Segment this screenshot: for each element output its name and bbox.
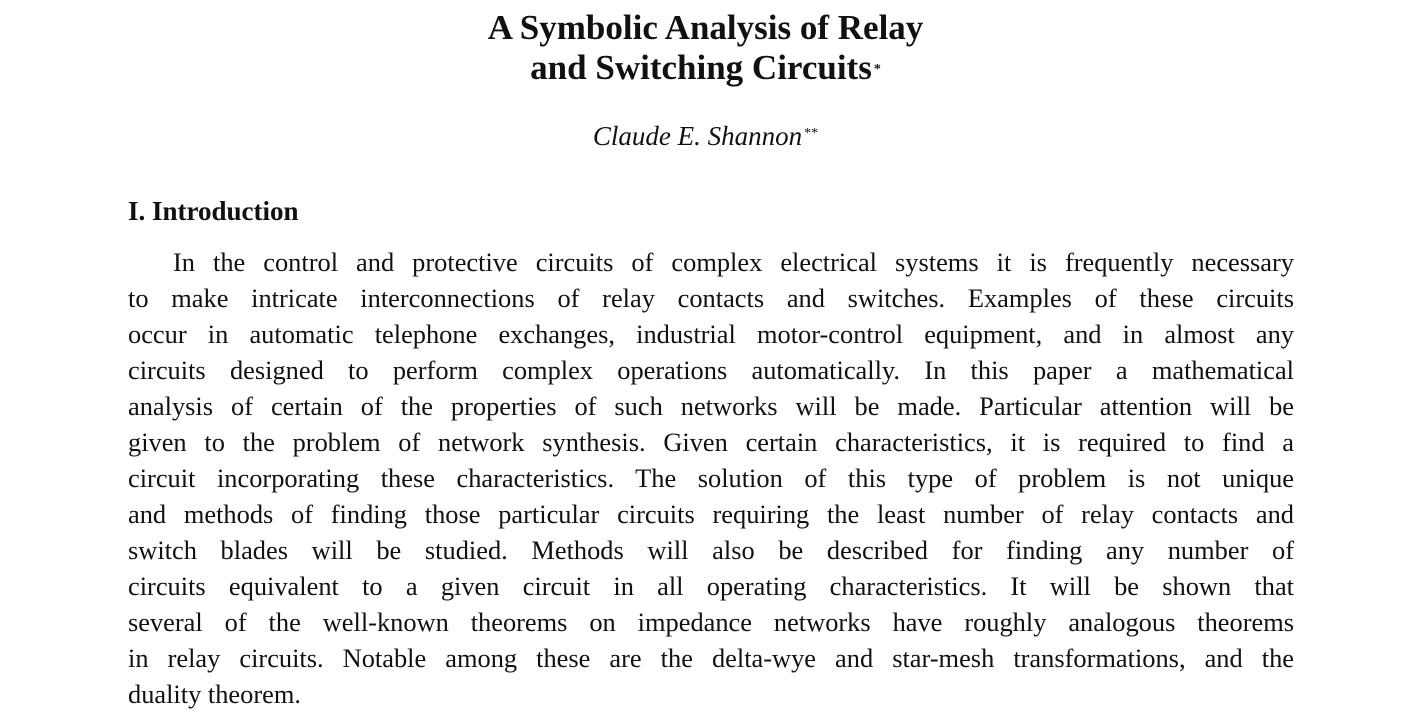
paragraph-line: circuit incorporating these characteristics. The solution of this type of problem is not unique xyxy=(128,463,1294,493)
section-heading: I. Introduction xyxy=(128,196,299,226)
title-footnote-mark: * xyxy=(873,62,881,77)
paragraph-line: to make intricate interconnections of relay contacts and switches. Examples of these circuits xyxy=(128,283,1294,313)
paragraph-line: analysis of certain of the properties of such networks will be made. Particular attention will be xyxy=(128,391,1294,421)
paragraph-line: and methods of finding those particular circuits requiring the least number of relay contacts and xyxy=(128,499,1294,529)
paragraph-line: several of the well-known theorems on impedance networks have roughly analogous theorems xyxy=(128,607,1294,637)
paragraph-line: circuits equivalent to a given circuit in all operating characteristics. It will be shown that xyxy=(128,571,1294,601)
paragraph-line: duality theorem. xyxy=(128,679,301,709)
title-line-2 xyxy=(0,48,1411,88)
paragraph-line: In the control and protective circuits of complex electrical systems it is frequently necessary xyxy=(173,247,1294,277)
title-line-1: A Symbolic Analysis of Relay xyxy=(487,8,924,47)
paragraph-line: switch blades will be studied. Methods will also be described for finding any number of xyxy=(128,535,1294,565)
paragraph-line: in relay circuits. Notable among these are the delta-wye and star-mesh transformations, and the xyxy=(128,643,1294,673)
introduction-paragraph xyxy=(128,244,1294,712)
title-line-2-text: and Switching Circuits xyxy=(530,48,872,87)
paragraph-line: given to the problem of network synthesis. Given certain characteristics, it is required to find a xyxy=(128,427,1294,457)
author-line xyxy=(0,119,1411,153)
paragraph-line: circuits designed to perform complex operations automatically. In this paper a mathematical xyxy=(128,355,1294,385)
paper-title xyxy=(0,8,1411,88)
author-footnote-mark: ** xyxy=(804,126,819,141)
paragraph-line: occur in automatic telephone exchanges, industrial motor-control equipment, and in almost any xyxy=(128,319,1294,349)
author-name: Claude E. Shannon xyxy=(592,121,803,151)
